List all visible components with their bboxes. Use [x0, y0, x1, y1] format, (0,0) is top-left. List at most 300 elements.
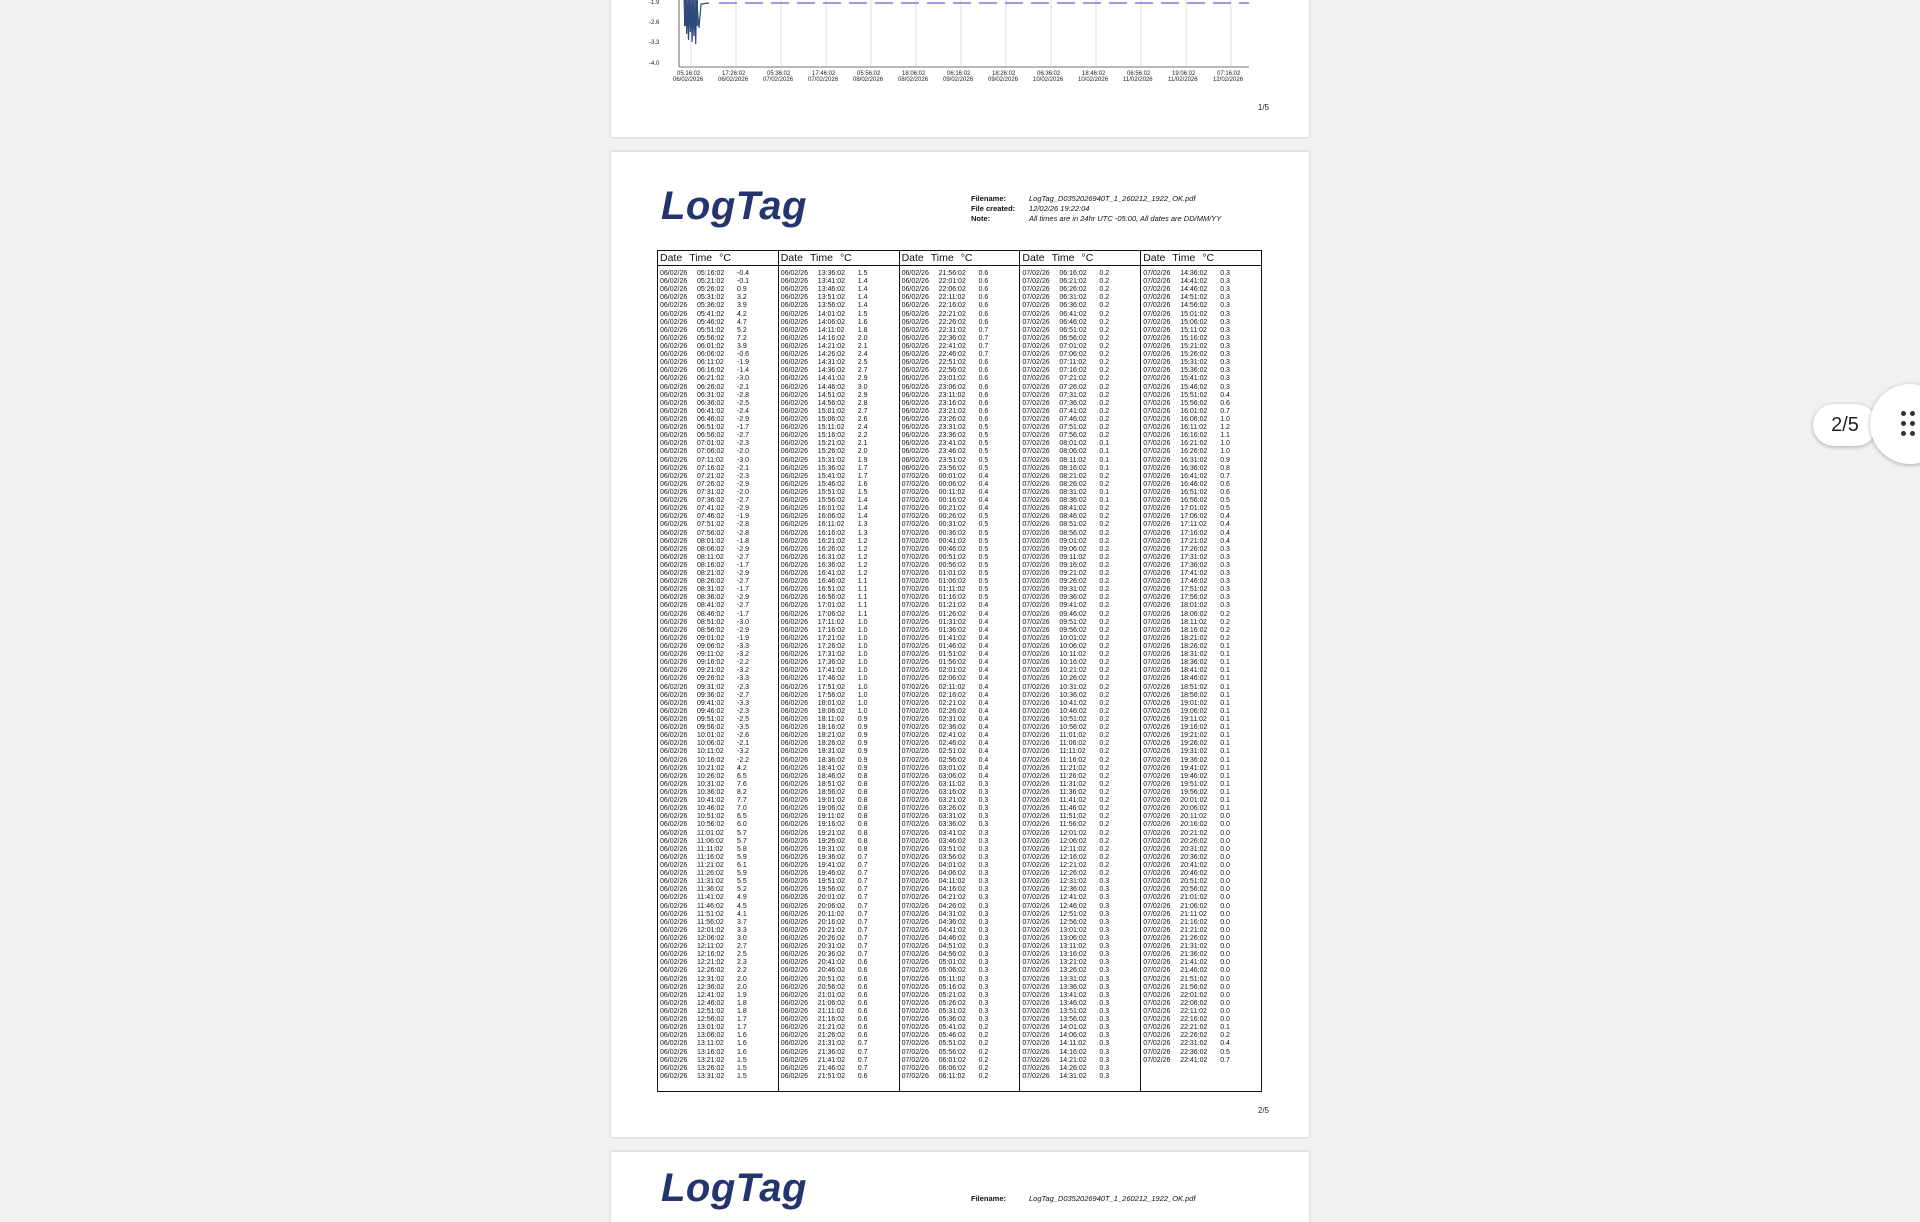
date-cell: 07/02/26 — [901, 975, 929, 983]
temp-cell: 0.2 — [1099, 602, 1110, 610]
time-cell: 07:26:02 — [697, 480, 725, 488]
date-cell: 07/02/26 — [901, 829, 929, 837]
time-cell: 11:16:02 — [697, 853, 724, 861]
table-row — [1022, 1024, 1140, 1032]
time-cell: 19:31:02 — [817, 845, 846, 853]
time-cell: 02:16:02 — [938, 691, 966, 699]
time-cell: 12:56:02 — [1059, 918, 1087, 926]
temp-cell: 0.2 — [1099, 626, 1110, 634]
date-cell: 07/02/26 — [1022, 870, 1050, 878]
time-cell: 20:36:02 — [1180, 853, 1208, 861]
temp-cell: 0.3 — [1099, 1032, 1110, 1040]
temp-cell: 1.2 — [1220, 424, 1230, 432]
time-cell: 11:11:02 — [697, 845, 724, 853]
x-tick-time: 19:06:02 — [1172, 71, 1196, 77]
date-cell: 07/02/26 — [1022, 561, 1050, 569]
time-cell: 14:41:02 — [1180, 278, 1208, 286]
temp-cell: 0.2 — [1099, 302, 1110, 310]
table-row — [1143, 927, 1261, 935]
time-cell: 18:46:02 — [1180, 675, 1208, 683]
time-cell: 15:01:02 — [817, 407, 846, 415]
temp-cell: 0.2 — [1099, 634, 1110, 642]
table-row — [781, 984, 899, 992]
time-cell: 07:46:02 — [1059, 415, 1087, 423]
temp-cell: 0.4 — [978, 651, 989, 659]
date-cell: 06/02/26 — [780, 610, 809, 618]
date-cell: 07/02/26 — [1143, 294, 1171, 302]
date-cell: 06/02/26 — [660, 959, 688, 967]
time-cell: 14:36:02 — [817, 367, 846, 375]
date-cell: 07/02/26 — [901, 797, 929, 805]
time-cell: 09:31:02 — [697, 683, 725, 691]
table-row — [1143, 327, 1261, 335]
table-row — [1143, 821, 1261, 829]
table-row — [1022, 570, 1140, 578]
meta-key: Filename: — [971, 1194, 1007, 1203]
date-cell: 07/02/26 — [1022, 1048, 1050, 1056]
table-row — [1022, 862, 1140, 870]
date-cell: 06/02/26 — [780, 716, 809, 724]
temp-cell: 0.1 — [1220, 740, 1230, 748]
temp-cell: 0.1 — [1220, 667, 1230, 675]
time-cell: 19:46:02 — [1180, 772, 1208, 780]
time-cell: 19:06:02 — [1180, 707, 1208, 715]
meta-row — [971, 194, 1221, 204]
table-row — [1143, 359, 1261, 367]
time-cell: 02:56:02 — [938, 756, 966, 764]
date-cell: 07/02/26 — [1022, 359, 1050, 367]
date-cell: 06/02/26 — [660, 578, 688, 586]
time-cell: 14:31:02 — [817, 359, 846, 367]
date-cell: 07/02/26 — [1022, 1016, 1050, 1024]
time-cell: 16:06:02 — [817, 513, 846, 521]
temp-cell: 0.2 — [1099, 780, 1110, 788]
temp-cell: 0.4 — [978, 643, 989, 651]
temp-cell: 0.7 — [857, 853, 868, 861]
table-row — [781, 465, 899, 473]
time-cell: 15:56:02 — [1180, 399, 1208, 407]
date-cell: 07/02/26 — [1143, 391, 1171, 399]
x-tick-date: 08/02/2026 — [898, 77, 929, 83]
temp-cell: 2.8 — [857, 399, 868, 407]
temp-cell: 1.7 — [857, 472, 868, 480]
table-row — [902, 765, 1020, 773]
table-row — [781, 838, 899, 846]
temp-cell: 0.3 — [978, 967, 989, 975]
time-cell: 06:41:02 — [697, 407, 725, 415]
table-row — [1143, 367, 1261, 375]
table-row — [660, 911, 778, 919]
time-cell: 20:21:02 — [1180, 829, 1208, 837]
temp-cell: 0.3 — [1099, 926, 1110, 934]
time-cell: 22:46:02 — [938, 351, 966, 359]
temp-cell: 0.0 — [1220, 918, 1230, 926]
time-cell: 05:56:02 — [938, 1048, 966, 1056]
temp-cell: -2.9 — [737, 545, 750, 553]
date-cell: 07/02/26 — [1022, 764, 1050, 772]
time-cell: 16:01:02 — [1180, 407, 1208, 415]
table-row — [1022, 984, 1140, 992]
date-cell: 06/02/26 — [660, 318, 688, 326]
time-cell: 06:16:02 — [697, 367, 725, 375]
temp-cell: 0.3 — [978, 780, 989, 788]
time-cell: 22:26:02 — [1180, 1032, 1208, 1040]
temp-cell: 0.3 — [978, 797, 989, 805]
temp-cell: 0.2 — [1099, 594, 1110, 602]
date-cell: 07/02/26 — [1143, 732, 1171, 740]
x-tick-time: 07:16:02 — [1217, 71, 1241, 77]
date-cell: 06/02/26 — [901, 270, 929, 277]
time-cell: 09:56:02 — [697, 724, 725, 732]
table-row — [1022, 708, 1140, 716]
table-row — [781, 343, 899, 351]
table-row — [1022, 781, 1140, 789]
temp-cell: 0.3 — [1220, 545, 1230, 553]
table-row — [781, 732, 899, 740]
table-row — [1022, 384, 1140, 392]
table-row — [781, 278, 899, 286]
temp-cell: 0.7 — [857, 870, 868, 878]
y-tick-label: -2.6 — [649, 20, 660, 26]
temp-cell: 0.6 — [978, 367, 989, 375]
date-cell: 07/02/26 — [901, 529, 929, 537]
time-cell: 06:41:02 — [1059, 310, 1087, 318]
table-row — [1143, 951, 1261, 959]
table-row — [902, 667, 1020, 675]
date-cell: 06/02/26 — [780, 310, 809, 318]
time-cell: 01:51:02 — [938, 651, 966, 659]
table-row — [902, 692, 1020, 700]
temp-cell: 0.1 — [1220, 659, 1230, 667]
table-row — [1143, 675, 1261, 683]
table-row — [1022, 1073, 1140, 1081]
temp-cell: 0.4 — [978, 691, 989, 699]
date-cell: 07/02/26 — [1022, 829, 1050, 837]
date-cell: 06/02/26 — [660, 756, 688, 764]
temp-cell: 0.2 — [978, 1056, 989, 1064]
temp-cell: 1.6 — [737, 1048, 747, 1056]
date-cell: 06/02/26 — [660, 813, 688, 821]
time-cell: 07:01:02 — [697, 440, 725, 448]
table-row — [1143, 335, 1261, 343]
date-cell: 07/02/26 — [901, 999, 929, 1007]
temp-cell: 0.3 — [1099, 959, 1110, 967]
table-row — [781, 448, 899, 456]
date-cell: 07/02/26 — [1143, 334, 1171, 342]
table-row — [1143, 294, 1261, 302]
date-cell: 06/02/26 — [660, 651, 688, 659]
table-row — [781, 943, 899, 951]
time-cell: 19:26:02 — [1180, 740, 1208, 748]
temp-cell: 0.9 — [737, 286, 747, 294]
time-cell: 16:41:02 — [1180, 472, 1208, 480]
table-row — [1143, 562, 1261, 570]
time-cell: 06:56:02 — [1059, 334, 1087, 342]
table-row — [902, 789, 1020, 797]
time-cell: 07:36:02 — [1059, 399, 1087, 407]
time-cell: 15:16:02 — [817, 432, 846, 440]
date-cell: 06/02/26 — [780, 878, 809, 886]
temp-cell: 0.4 — [1220, 537, 1230, 545]
temp-cell: 0.2 — [978, 1040, 989, 1048]
date-cell: 06/02/26 — [780, 910, 809, 918]
temp-cell: 0.5 — [978, 561, 989, 569]
meta-value: All times are in 24hr UTC -05:00, All dates are DD/MM/YY — [1029, 214, 1222, 223]
temp-cell: -2.7 — [737, 602, 750, 610]
time-cell: 21:51:02 — [817, 1072, 846, 1080]
temp-cell: 0.2 — [1099, 294, 1110, 302]
time-cell: 02:36:02 — [938, 724, 966, 732]
date-cell: 06/02/26 — [780, 553, 809, 561]
time-cell: 18:11:02 — [817, 716, 845, 724]
date-cell: 06/02/26 — [660, 594, 688, 602]
temp-cell: 0.5 — [1220, 505, 1230, 513]
date-cell: 07/02/26 — [1022, 756, 1050, 764]
temp-cell: 0.6 — [857, 999, 868, 1007]
table-row — [1022, 667, 1140, 675]
date-cell: 07/02/26 — [901, 561, 929, 569]
date-cell: 06/02/26 — [660, 797, 688, 805]
temp-cell: 0.7 — [857, 934, 868, 942]
time-cell: 22:51:02 — [938, 359, 966, 367]
table-row — [660, 513, 778, 521]
date-cell: 06/02/26 — [660, 878, 688, 886]
temp-cell: 0.1 — [1220, 683, 1230, 691]
page-grid-button[interactable] — [1870, 384, 1920, 464]
date-cell: 07/02/26 — [1143, 359, 1171, 367]
table-row — [1143, 1016, 1261, 1024]
table-row — [1022, 319, 1140, 327]
table-row — [781, 554, 899, 562]
date-cell: 07/02/26 — [1022, 894, 1050, 902]
time-cell: 14:46:02 — [817, 383, 846, 391]
time-cell: 10:21:02 — [697, 764, 725, 772]
time-cell: 03:16:02 — [938, 789, 966, 796]
temp-cell: -1.9 — [737, 634, 750, 642]
time-cell: 08:11:02 — [697, 553, 724, 561]
table-row — [1143, 570, 1261, 578]
header-cell: Date — [780, 252, 803, 264]
time-cell: 12:06:02 — [1059, 837, 1087, 845]
x-tick-time: 05:56:02 — [857, 71, 881, 77]
temp-cell: 0.9 — [857, 724, 868, 732]
temp-cell: 5.8 — [737, 845, 747, 853]
temp-cell: 0.9 — [857, 716, 868, 724]
table-row — [1143, 594, 1261, 602]
date-cell: 06/02/26 — [780, 521, 809, 529]
table-row — [902, 578, 1020, 586]
date-cell: 07/02/26 — [901, 610, 929, 618]
table-row — [1022, 351, 1140, 359]
temp-cell: 0.2 — [1099, 553, 1110, 561]
table-row — [1143, 489, 1261, 497]
table-row — [1143, 732, 1261, 740]
time-cell: 19:06:02 — [817, 805, 846, 813]
time-cell: 21:01:02 — [1180, 894, 1208, 902]
table-row — [1143, 748, 1261, 756]
page-indicator: 2/5 — [1813, 404, 1877, 446]
temp-cell: 0.5 — [978, 553, 989, 561]
table-row — [781, 440, 899, 448]
time-cell: 20:56:02 — [1180, 886, 1208, 894]
time-cell: 08:46:02 — [697, 610, 725, 618]
temp-cell: 1.9 — [857, 456, 868, 464]
time-cell: 12:36:02 — [1059, 886, 1087, 894]
temp-cell: 1.1 — [857, 610, 868, 618]
time-cell: 04:06:02 — [938, 870, 966, 878]
table-row — [1022, 335, 1140, 343]
temp-cell: 0.2 — [1099, 707, 1110, 715]
table-row — [1022, 416, 1140, 424]
header-cell: Time — [1051, 252, 1075, 264]
date-cell: 07/02/26 — [901, 683, 929, 691]
temp-cell: 0.8 — [857, 789, 868, 796]
table-row — [1022, 635, 1140, 643]
temp-cell: 0.0 — [1220, 821, 1230, 829]
date-cell: 07/02/26 — [1022, 415, 1050, 423]
date-cell: 06/02/26 — [780, 488, 809, 496]
date-cell: 07/02/26 — [1022, 805, 1050, 813]
table-row — [1022, 424, 1140, 432]
table-row — [781, 602, 899, 610]
temp-cell: 0.3 — [1099, 1048, 1110, 1056]
temp-cell: 0.3 — [1099, 1064, 1110, 1072]
table-row — [781, 992, 899, 1000]
temp-cell: -2.7 — [737, 578, 750, 586]
table-row — [1022, 440, 1140, 448]
time-cell: 17:01:02 — [1180, 505, 1208, 513]
table-row — [781, 700, 899, 708]
temp-cell: 0.8 — [857, 805, 868, 813]
table-row — [781, 781, 899, 789]
date-cell: 06/02/26 — [780, 286, 809, 294]
time-cell: 07:41:02 — [697, 505, 725, 513]
temp-cell: 0.7 — [857, 943, 868, 951]
table-row — [660, 1073, 778, 1081]
date-cell: 06/02/26 — [780, 837, 809, 845]
table-row — [1143, 870, 1261, 878]
time-cell: 19:11:02 — [817, 813, 845, 821]
temp-cell: 0.4 — [1220, 391, 1230, 399]
table-row — [660, 335, 778, 343]
temp-cell: 2.0 — [857, 448, 868, 456]
table-row — [781, 886, 899, 894]
time-cell: 17:41:02 — [1180, 570, 1208, 578]
time-cell: 15:21:02 — [1180, 342, 1208, 350]
date-cell: 07/02/26 — [1143, 488, 1171, 496]
table-row — [660, 1016, 778, 1024]
date-cell: 07/02/26 — [1022, 286, 1050, 294]
time-cell: 12:31:02 — [1059, 878, 1087, 886]
x-tick-date: 12/02/2026 — [1213, 77, 1244, 83]
table-row — [1022, 700, 1140, 708]
temp-cell: 0.3 — [1099, 1024, 1110, 1032]
date-cell: 06/02/26 — [660, 886, 688, 894]
temp-cell: -2.2 — [737, 659, 750, 667]
date-cell: 07/02/26 — [1022, 975, 1050, 983]
temp-cell: -1.7 — [737, 561, 750, 569]
date-cell: 06/02/26 — [660, 1072, 688, 1080]
temp-cell: -2.0 — [737, 488, 750, 496]
time-cell: 07:36:02 — [697, 497, 725, 505]
date-cell: 06/02/26 — [660, 626, 688, 634]
time-cell: 18:21:02 — [1180, 634, 1208, 642]
table-row — [660, 838, 778, 846]
x-tick-time: 06:56:02 — [1127, 71, 1151, 77]
date-cell: 06/02/26 — [660, 553, 688, 561]
temp-cell: 0.2 — [1099, 351, 1110, 359]
table-row — [781, 294, 899, 302]
temp-cell: 1.4 — [857, 302, 868, 310]
temp-cell: 0.0 — [1220, 967, 1230, 975]
x-tick-time: 05:16:02 — [677, 71, 701, 77]
time-cell: 08:36:02 — [697, 594, 725, 602]
temp-cell: 1.6 — [857, 480, 868, 488]
temp-cell: 0.1 — [1220, 691, 1230, 699]
table-row — [660, 1032, 778, 1040]
table-row — [902, 505, 1020, 513]
date-cell: 06/02/26 — [780, 959, 809, 967]
table-row — [781, 481, 899, 489]
table-row — [1143, 384, 1261, 392]
date-cell: 06/02/26 — [660, 764, 688, 772]
time-cell: 10:46:02 — [1059, 707, 1087, 715]
temp-cell: -2.3 — [737, 440, 750, 448]
date-cell: 07/02/26 — [901, 886, 929, 894]
table-row — [660, 440, 778, 448]
table-row — [1143, 943, 1261, 951]
temp-cell: 0.2 — [1099, 732, 1110, 740]
time-cell: 15:26:02 — [817, 448, 846, 456]
temp-cell: 1.0 — [857, 707, 868, 715]
date-cell: 07/02/26 — [901, 497, 929, 505]
time-cell: 14:16:02 — [817, 334, 846, 342]
time-cell: 13:56:02 — [1059, 1016, 1087, 1024]
pdf-page-2 — [611, 152, 1309, 1137]
time-cell: 22:41:02 — [938, 342, 966, 350]
table-row — [660, 457, 778, 465]
date-cell: 07/02/26 — [1143, 878, 1171, 886]
time-cell: 16:51:02 — [817, 586, 846, 594]
temp-cell: 0.3 — [1220, 570, 1230, 578]
date-cell: 06/02/26 — [660, 513, 688, 521]
time-cell: 14:01:02 — [1059, 1024, 1087, 1032]
time-cell: 08:31:02 — [697, 586, 725, 594]
date-cell: 07/02/26 — [1143, 286, 1171, 294]
time-cell: 09:26:02 — [697, 675, 725, 683]
temp-cell: 2.2 — [857, 432, 868, 440]
date-cell: 07/02/26 — [1022, 643, 1050, 651]
table-row — [660, 1057, 778, 1065]
table-row — [660, 619, 778, 627]
temp-cell: -3.2 — [737, 651, 750, 659]
time-cell: 17:01:02 — [817, 602, 846, 610]
temp-cell: 0.3 — [1220, 561, 1230, 569]
time-cell: 22:41:02 — [1180, 1056, 1208, 1064]
table-row — [1143, 984, 1261, 992]
date-cell: 06/02/26 — [780, 513, 809, 521]
temp-cell: 0.2 — [1099, 772, 1110, 780]
temp-cell: 0.7 — [1220, 407, 1230, 415]
table-row — [1022, 375, 1140, 383]
time-cell: 14:26:02 — [817, 351, 846, 359]
temp-cell: -3.2 — [737, 748, 750, 756]
temp-cell: -0.4 — [737, 270, 750, 277]
table-row — [902, 959, 1020, 967]
table-row — [902, 465, 1020, 473]
time-cell: 03:51:02 — [938, 845, 966, 853]
temp-cell: 0.0 — [1220, 829, 1230, 837]
